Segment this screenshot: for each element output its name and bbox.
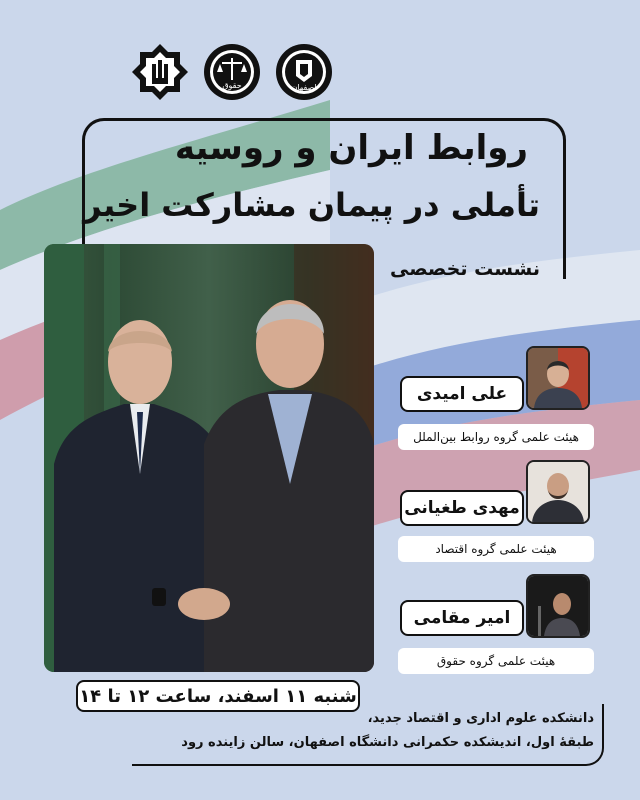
- speaker-2-role: هیئت علمی گروه اقتصاد: [398, 536, 594, 562]
- venue-line1: دانشکده علوم اداری و اقتصاد جدید،: [367, 711, 594, 726]
- person-icon: [528, 348, 588, 408]
- isfahan-university-logo-icon: [274, 42, 334, 102]
- person-icon: [528, 462, 588, 522]
- handshake-photo: [44, 244, 374, 672]
- speaker-1-name: علی امیدی: [400, 376, 524, 412]
- speaker-2-name: مهدی طغیانی: [400, 490, 524, 526]
- poster-subtitle: نشست تخصصی: [389, 258, 540, 280]
- speaker-1-role: هیئت علمی گروه روابط بین‌الملل: [398, 424, 594, 450]
- poster-title-line2: تأملی در پیمان مشارکت اخیر: [83, 186, 540, 224]
- poster-title-line1: روابط ایران و روسیه: [174, 128, 528, 168]
- person-icon: [528, 576, 588, 636]
- venue-line2: طبقهٔ اول، اندیشکده حکمرانی دانشگاه اصفهان، سالن زاینده رود: [181, 735, 594, 750]
- isfahan-logo-text: اصفهان: [291, 83, 317, 92]
- speaker-3-name: امیر مقامی: [400, 600, 524, 636]
- speaker-3-avatar: [526, 574, 590, 638]
- law-faculty-logo-icon: [202, 42, 262, 102]
- speaker-3-role: هیئت علمی گروه حقوق: [398, 648, 594, 674]
- logos-row: [130, 40, 360, 104]
- speaker-2-avatar: [526, 460, 590, 524]
- event-date-time: شنبه ۱۱ اسفند، ساعت ۱۲ تا ۱۴: [76, 680, 360, 712]
- law-logo-text: حقوق: [222, 81, 242, 90]
- speaker-1-avatar: [526, 346, 590, 410]
- governance-school-logo-icon: [130, 42, 190, 102]
